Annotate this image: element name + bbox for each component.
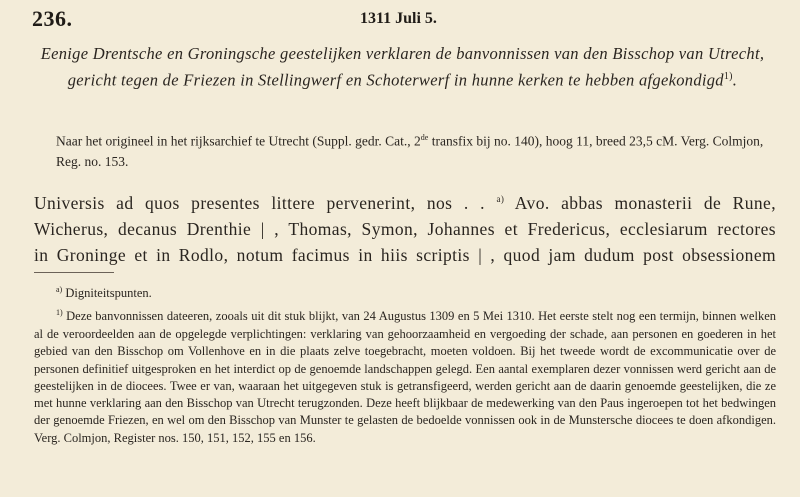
page-header bbox=[32, 6, 772, 32]
charter-footnote-ref[interactable]: a) bbox=[496, 194, 505, 204]
document-number: 236. bbox=[32, 6, 73, 31]
source-text-part1: Naar het origineel in het rijksarchief te Utrecht (Suppl. gedr. Cat., 2 bbox=[56, 133, 421, 149]
title-text: Eenige Drentsche en Groningsche geestelijken verklaren de banvonnissen van den Bisschop van Utrecht, gericht tegen de Friezen in Stellingwerf en Schoterwerf in hunne kerken te hebben afgekondigd bbox=[40, 44, 765, 90]
title-footnote-ref[interactable]: 1) bbox=[723, 71, 733, 82]
footnote-1 bbox=[34, 304, 776, 447]
charter-line-3: in Groninge et in Rodlo, notum facimus in hiis scriptis | , quod jam dudum post obsessionem bbox=[34, 244, 776, 265]
charter-line-2: Wicherus, decanus Drenthie | , Thomas, Symon, Johannes et Fredericus, ecclesiarum rectores bbox=[34, 218, 776, 239]
charter-text bbox=[34, 186, 776, 268]
footnote-1-text: Deze banvonnissen dateeren, zooals uit dit stuk blijkt, van 24 Augustus 1309 en 5 Mei 1310. Het eerste stelt nog een termijn, binnen welken al de veroordeelden aan de opgelegde verplichtingen: verklaring van gehoorzaamheid en vergoeding der schade, aan personen en goederen in het gebied van den Bisschop om Vollenhove en in die plaats zelve toegebracht, moeten voldoen. Bij het tweede wordt de excommunicatie over de personen definitief uitgesproken en het interdict op de genoemde landschappen gelegd. Een aantal exemplaren dezer vonnissen werd gericht aan de geestelijken in de diocees. Twee er van, waaraan het uitgegeven stuk is getransfigeerd, werden gericht aan de daarin genoemde geestelijken, die ze met hunne verklaring aan den Bisschop van Utrecht terugzonden. Deze heeft blijkbaar de medewerking van den Paus ingeroepen tot het bedwingen der genoemde Friezen, en wel om den Bisschop van Munster te gelasten de bedoelde vonnissen ook in de Munstersche diocees te doen afkondigen. Verg. Colmjon, Register nos. 150, 151, 152, 155 en 156. bbox=[34, 309, 776, 445]
charter-line-1-b: Avo. abbas monasterii de Rune, bbox=[504, 192, 776, 213]
footnotes bbox=[34, 281, 776, 447]
footnote-a-marker: a) bbox=[56, 285, 63, 294]
charter-line-1 bbox=[34, 186, 776, 216]
document-title bbox=[40, 42, 765, 92]
source-superscript: de bbox=[420, 133, 429, 142]
source-text-part2: transfix bij no. 140), hoog 11, breed 23,5 cM. Verg. Colmjon, Reg. no. 153. bbox=[56, 133, 764, 169]
title-end: . bbox=[732, 70, 738, 90]
document-date: 1311 Juli 5. bbox=[360, 10, 437, 27]
footnote-1-marker: 1) bbox=[56, 308, 63, 318]
footnote-divider bbox=[34, 272, 114, 273]
footnote-a-text: Digniteitspunten. bbox=[62, 286, 152, 301]
charter-line-1-a: Universis ad quos presentes littere pervenerint, nos . . bbox=[34, 192, 485, 213]
source-description bbox=[56, 128, 776, 172]
footnote-a bbox=[34, 281, 776, 302]
